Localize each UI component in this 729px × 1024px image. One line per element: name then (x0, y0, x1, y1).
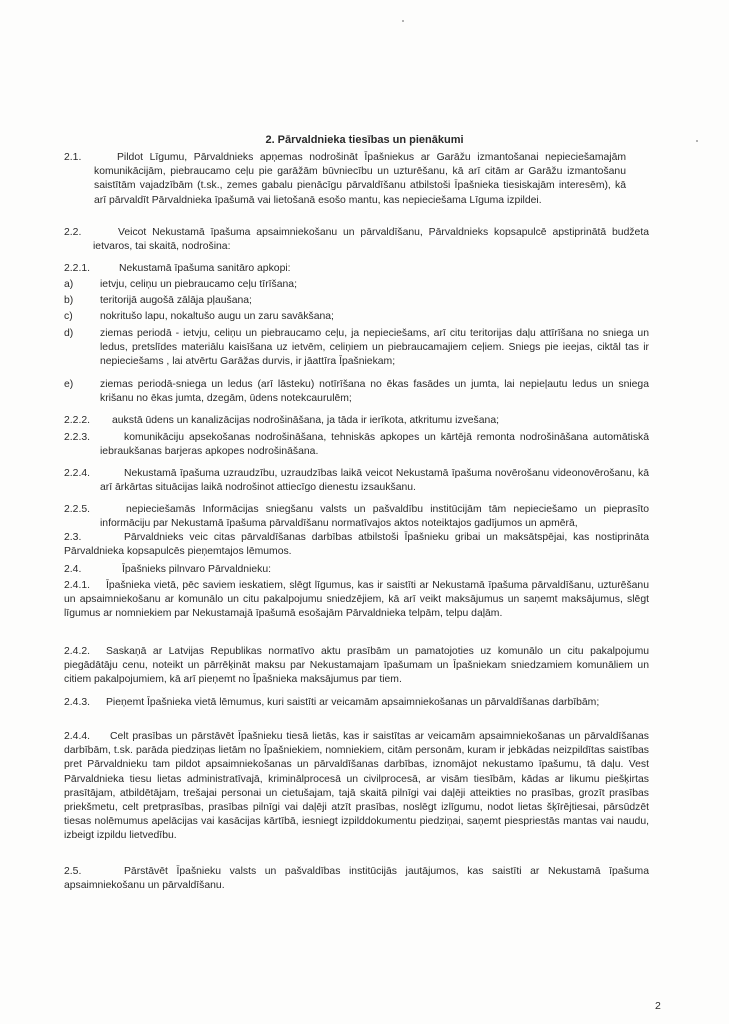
list-marker: b) (64, 295, 74, 306)
clause-text: Saskaņā ar Latvijas Republikas normatīvo aktu prasībām un pamatojoties uz komunālo un citu pakalpojumu piegādātāju cenu, noteikt un pārrēķināt maksu par Nekustamajam īpašumam un Īpašniekam sniedzamiem komunāliem un citiem pakalpojumiem, kā arī pieņemt no Īpašnieka maksājumus par tiem. (64, 646, 649, 686)
clause-text: Nekustamā īpašuma sanitāro apkopi: (119, 263, 291, 274)
page-number: 2 (655, 1000, 661, 1012)
clause-number: 2.2.5. (64, 504, 90, 515)
clause-number: 2.3. (64, 532, 82, 543)
list-marker: e) (64, 379, 74, 390)
list-item-text: nokritušo lapu, nokaltušo augu un zaru savākšana; (100, 311, 334, 322)
clause-number: 2.4.2. (64, 646, 90, 657)
list-item-text: ziemas periodā - ietvju, celiņu un piebraucamo ceļu, ja nepieciešams, arī citu teritorijas daļu attīrīšana no sniega un ledus, pretslīdes materiālu kaisīšana uz ietvēm, celiņiem un piebraucamajiem ceļiem. Sniegs pie ieejas, ciktāl tas ir nepieciešams , lai atvērtu Garāžas durvis, ir jāattīra Īpašniekam; (100, 328, 649, 368)
clause-text: Īpašnieks pilnvaro Pārvaldnieku: (122, 564, 272, 575)
scan-speck (402, 20, 404, 22)
clause-text: Pildot Līgumu, Pārvaldnieks apņemas nodrošināt Īpašniekus ar Garāžu izmantošanai nepieciešamajām komunikācijām, piebraucamo ceļu pie garāžām būvniecību un uzturēšanu, kā arī citām ar Garāžu izmantošanu saistītām vajadzībām (t.sk., zemes gabalu pienācīgu pārvaldīšanu atbilstoši Īpašnieka tiesiskajām interesēm), kā arī pārvaldīt Pārvaldnieka īpašumā vai lietošanā esošo mantu, kas nepieciešama Līguma izpildei. (94, 152, 626, 206)
clause-number: 2.2.2. (64, 415, 90, 426)
clause-number: 2.2.3. (64, 432, 90, 443)
clause-text: Īpašnieka vietā, pēc saviem ieskatiem, slēgt līgumus, kas ir saistīti ar Nekustamā īpašuma pārvaldīšanu, uzturēšanu un apsaimniekošanu ar komunālo un citu pakalpojumu sniedzējiem, kā arī veikt maksājumus un saņemt maksājumus, slēgt līgumus ar nomniekiem par Nekustamajā īpašumā esošajām Pārvaldnieka telpām, telpu daļām. (64, 580, 649, 620)
clause-text: Celt prasības un pārstāvēt Īpašnieku tiesā lietās, kas ir saistītas ar veicamām apsaimniekošanas un pārvaldīšanas darbībām, t.sk. parāda piedziņas lietām no Īpašniekiem, nomniekiem, citām personām, kuram ir jebkādas neizpildītas saistības pret Pārvaldnieku tam pildot apsaimniekošanas un pārvaldīšanas darbības, iznomājot nekustamo īpašumu, tā daļu. Vest Pārvaldnieka tiesu lietas administratīvajā, kriminālprocesā un civilprocesā, ar visām tiesībām, kādas ar likumu piešķirtas prasītājam, atbildētājam, trešajai personai un cietušajam, tajā skaitā pilnīgi vai daļēji atteikties no prasības, grozīt prasības priekšmetu, celt pretprasības, prasības pilnīgi vai daļēji atzīt prasības, noslēgt izlīgumu, nodot lietas šķīrējtiesai, pārsūdzēt tiesas nolēmumus apelācijas vai kasācijas kārtībā, iesniegt izpilddokumentu piedziņai, saņemt piespriestās mantas vai naudu, izbeigt izpildu lietvedību. (64, 731, 649, 842)
clause-number: 2.2.1. (64, 263, 90, 274)
clause-number: 2.5. (64, 866, 82, 877)
list-marker: c) (64, 311, 73, 322)
clause-number: 2.4.4. (64, 731, 90, 742)
clause-text: aukstā ūdens un kanalizācijas nodrošināšana, ja tāda ir ierīkota, atkritumu izvešana; (112, 415, 499, 426)
list-item-text: ietvju, celiņu un piebraucamo ceļu tīrīšana; (100, 279, 297, 290)
list-marker: d) (64, 328, 74, 339)
clause-text: komunikāciju apsekošanas nodrošināšana, tehniskās apkopes un kārtējā remonta nodrošināšana automātiskā iebraukšanas barjeras apkopes nodrošināšana. (100, 432, 649, 458)
clause-text: Pārvaldnieks veic citas pārvaldīšanas darbības atbilstoši Īpašnieku gribai un maksātspējai, kas nostiprināta Pārvaldnieka kopsapulcēs pieņemtajos lēmumos. (64, 532, 649, 558)
clause-text: Veicot Nekustamā īpašuma apsaimniekošanu un pārvaldīšanu, Pārvaldnieks kopsapulcē apstiprinātā budžeta ietvaros, tai skaitā, nodrošina: (93, 227, 649, 253)
clause-number: 2.2. (64, 227, 82, 238)
clause-text: Pārstāvēt Īpašnieku valsts un pašvaldības institūcijās jautājumos, kas saistīti ar Nekustamā īpašuma apsaimniekošanu un pārvaldīšanu. (64, 866, 649, 892)
clause-text: nepieciešamās Informācijas sniegšanu valsts un pašvaldību institūcijām tām nepieciešamo un pieprasīto informāciju par Nekustamā īpašuma pārvaldīšanu normatīvajos aktos noteiktajos gadījumos un apmērā, (100, 504, 649, 530)
clause-number: 2.4.1. (64, 580, 90, 591)
list-marker: a) (64, 279, 74, 290)
section-heading: 2. Pārvaldnieka tiesības un pienākumi (265, 134, 464, 146)
clause-number: 2.1. (64, 152, 82, 163)
clause-number: 2.4. (64, 564, 82, 575)
clause-number: 2.2.4. (64, 468, 90, 479)
clause-number: 2.4.3. (64, 697, 90, 708)
list-item-text: teritorijā augošā zālāja pļaušana; (100, 295, 252, 306)
clause-text: Pieņemt Īpašnieka vietā lēmumus, kuri saistīti ar veicamām apsaimniekošanas un pārvaldīšanas darbībām; (106, 697, 600, 708)
list-item-text: ziemas periodā-sniega un ledus (arī lāsteku) notīrīšana no ēkas fasādes un jumta, lai nepieļautu ledus un sniega krišanu no ēkas jumta, dzegām, ūdens notekcaurulēm; (100, 379, 649, 405)
clause-text: Nekustamā īpašuma uzraudzību, uzraudzības laikā veicot Nekustamā īpašuma novērošanu videonovērošanu, kā arī ārkārtas situācijas laikā nodrošinot attiecīgo dienestu izsaukšanu. (100, 468, 649, 494)
